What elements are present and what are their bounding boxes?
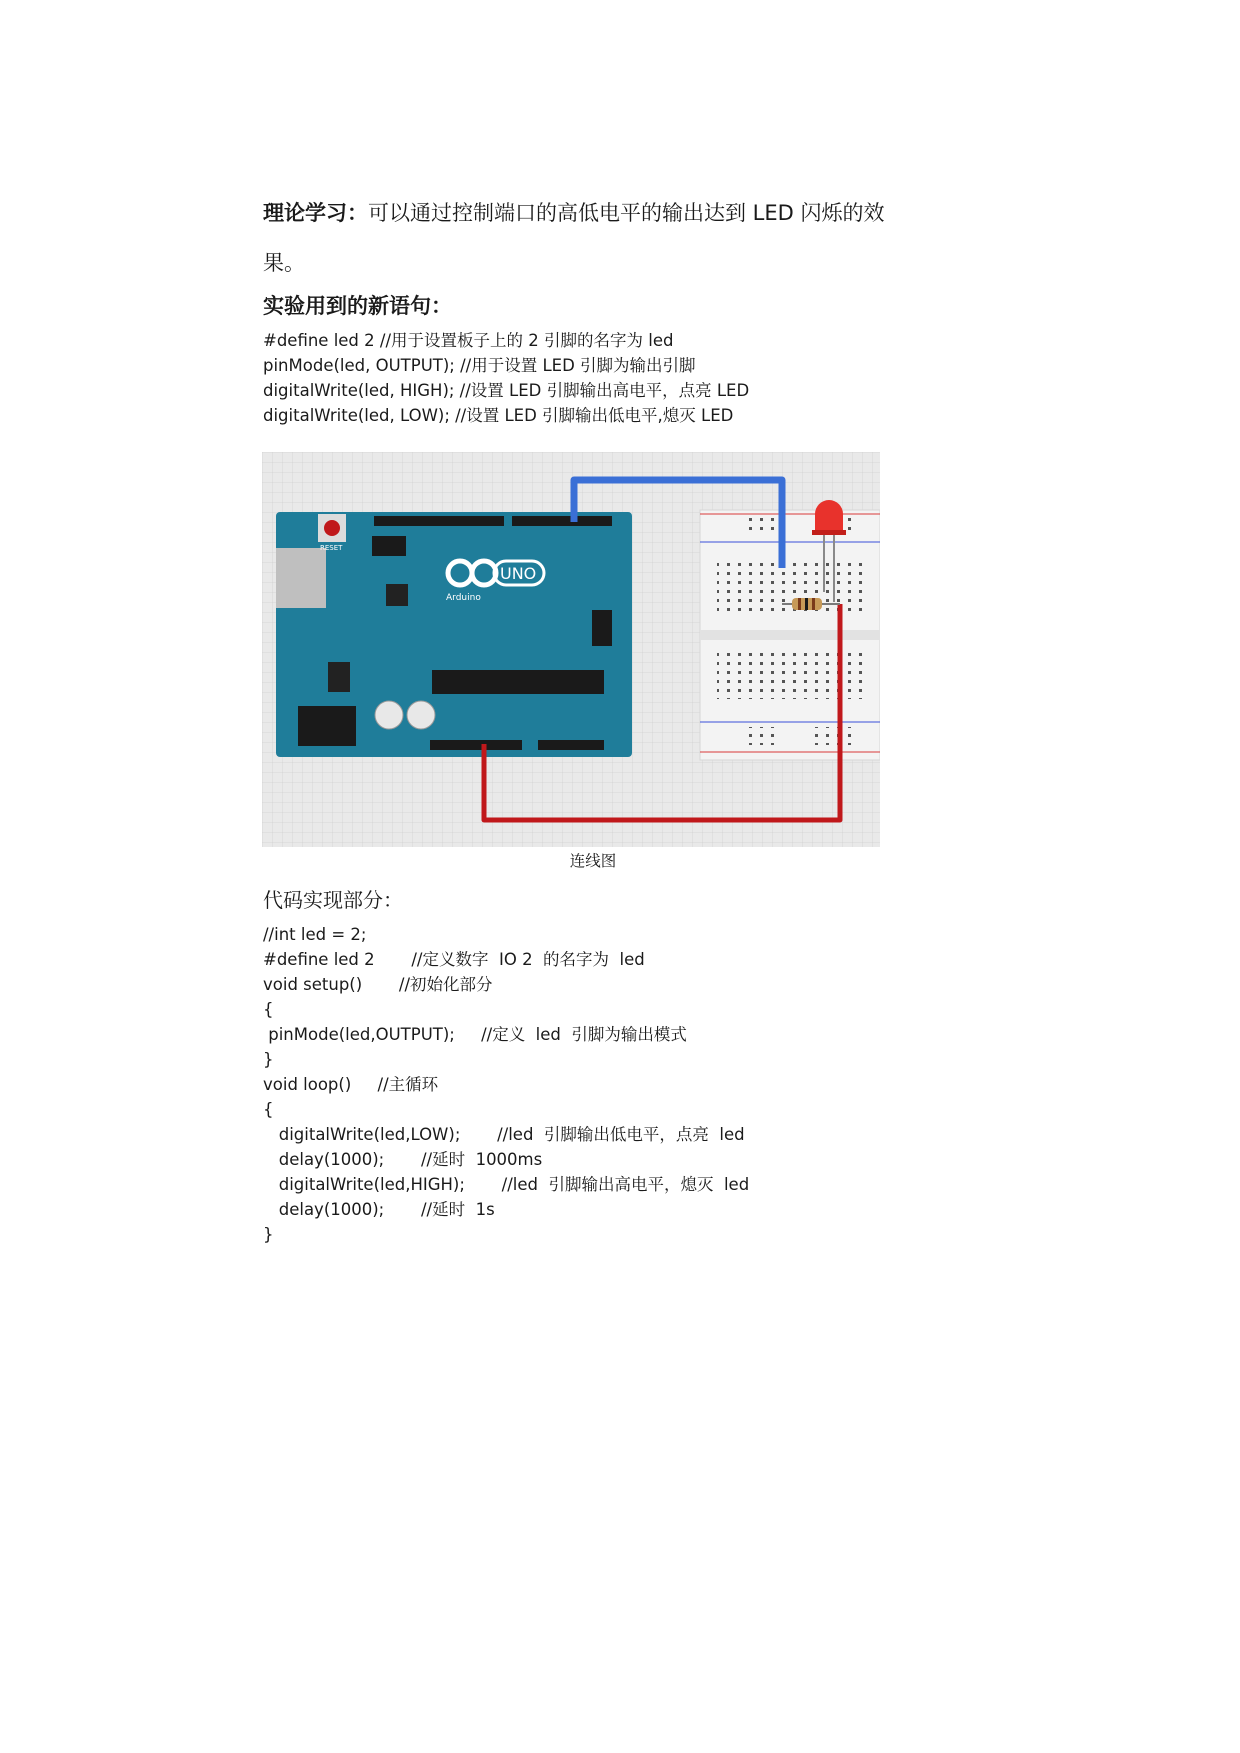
power-jack [298,706,356,746]
statement-line: digitalWrite(led, LOW); //设置 LED 引脚输出低电平,熄灭 LED [263,406,734,425]
code-line: pinMode(led,OUTPUT); //定义 led 引脚为输出模式 [263,1025,687,1044]
theory-lead: 理论学习： [263,201,368,225]
atmega-chip [432,670,604,694]
digital-header-right [512,516,612,526]
usb-port [276,548,326,608]
code-line: { [263,1100,274,1119]
icsp-header [372,536,406,556]
digital-header-left [374,516,504,526]
figure-caption: 连线图 [569,852,617,870]
statement-line: digitalWrite(led, HIGH); //设置 LED 引脚输出高电平，点亮 LED [263,381,750,400]
wiring-diagram [262,452,880,847]
new-statements-list [263,328,749,428]
breadboard [700,510,880,760]
code-line: //int led = 2; [263,925,367,944]
statement-line: pinMode(led, OUTPUT); //用于设置 LED 引脚为输出引脚 [263,356,696,375]
code-listing [263,922,749,1247]
board-brand: Arduino [446,593,481,603]
power-header [430,740,522,750]
new-statements-heading: 实验用到的新语句： [263,294,452,318]
code-line: void loop() //主循环 [263,1075,439,1094]
theory-text-line1: 可以通过控制端口的高低电平的输出达到 LED 闪烁的效 [368,201,885,225]
theory-paragraph [263,188,963,288]
code-line: void setup() //初始化部分 [263,975,493,994]
reset-label: RESET [320,544,343,552]
statement-line: #define led 2 //用于设置板子上的 2 引脚的名字为 led [263,331,674,350]
code-line: digitalWrite(led,HIGH); //led 引脚输出高电平，熄灭 led [263,1175,750,1194]
code-line: } [263,1225,274,1244]
code-line: #define led 2 //定义数字 IO 2 的名字为 led [263,950,645,969]
code-line: delay(1000); //延时 1000ms [263,1150,543,1169]
code-line: digitalWrite(led,LOW); //led 引脚输出低电平，点亮 led [263,1125,745,1144]
code-section-heading: 代码实现部分： [263,888,403,912]
code-line: delay(1000); //延时 1s [263,1200,495,1219]
theory-text-line2: 果。 [263,251,305,275]
code-line: { [263,1000,274,1019]
analog-header [538,740,604,750]
arduino-uno-board [276,512,632,757]
board-model: UNO [500,564,537,583]
code-line: } [263,1050,274,1069]
